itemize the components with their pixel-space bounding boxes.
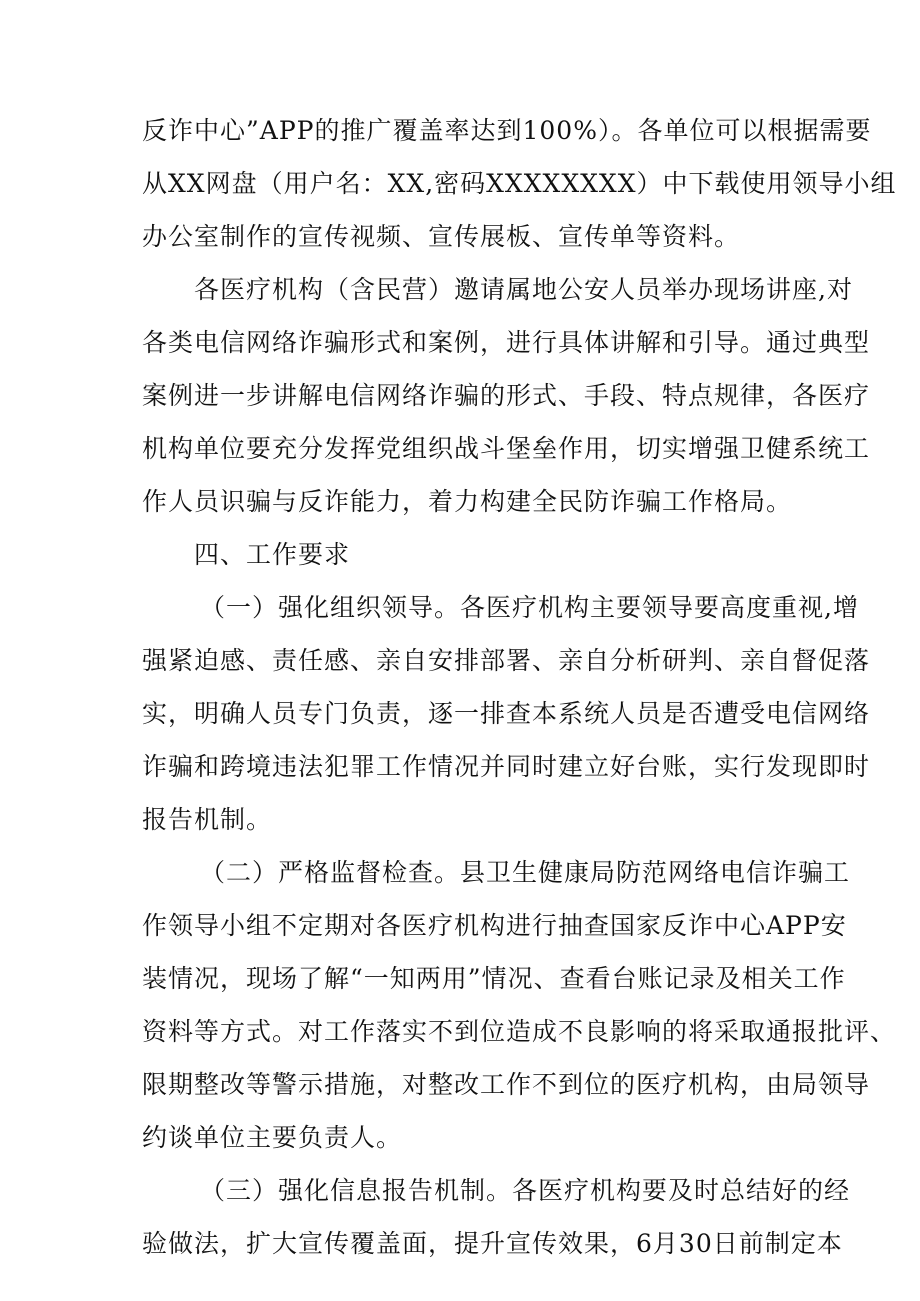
text-line: 验做法，扩大宣传覆盖面，提升宣传效果，6月30日前制定本 [142, 1229, 843, 1258]
text-line: 机构单位要充分发挥党组织战斗堡垒作用，切实增强卫健系统工 [142, 434, 871, 463]
text-line: 报告机制。 [142, 805, 273, 834]
text-line: 办公室制作的宣传视频、宣传展板、宣传单等资料。 [142, 222, 741, 251]
text-line: 案例进一步讲解电信网络诈骗的形式、手段、特点规律，各医疗 [142, 381, 871, 410]
text-line: 从XX网盘（用户名：XX,密码XXXXXXXX）中下载使用领导小组 [142, 169, 897, 198]
text-line: 装情况，现场了解“一知两用”情况、查看台账记录及相关工作 [142, 964, 846, 993]
text-line: 约谈单位主要负责人。 [142, 1123, 403, 1152]
paragraph-start-line: （三）强化信息报告机制。各医疗机构要及时总结好的经 [200, 1176, 851, 1205]
text-line: 各类电信网络诈骗形式和案例，进行具体讲解和引导。通过典型 [142, 328, 871, 357]
text-line: 反诈中心”APP的推广覆盖率达到100%）。各单位可以根据需要 [142, 116, 872, 145]
text-line: 实，明确人员专门负责，逐一排查本系统人员是否遭受电信网络 [142, 699, 871, 728]
text-line: 限期整改等警示措施，对整改工作不到位的医疗机构，由局领导 [142, 1070, 871, 1099]
text-line: 作领导小组不定期对各医疗机构进行抽查国家反诈中心APP安 [142, 911, 847, 940]
text-line: 强紧迫感、责任感、亲自安排部署、亲自分析研判、亲自督促落 [142, 646, 871, 675]
section-heading: 四、工作要求 [194, 540, 351, 569]
text-line: 作人员识骗与反诈能力，着力构建全民防诈骗工作格局。 [142, 487, 793, 516]
document-body [142, 104, 897, 1270]
paragraph-start-line: （一）强化组织领导。各医疗机构主要领导要高度重视,增 [200, 593, 859, 622]
text-line: 诈骗和跨境违法犯罪工作情况并同时建立好台账，实行发现即时 [142, 752, 871, 781]
paragraph-start-line: 各医疗机构（含民营）邀请属地公安人员举办现场讲座,对 [194, 275, 853, 304]
text-line: 资料等方式。对工作落实不到位造成不良影响的将采取通报批评、 [142, 1017, 897, 1046]
paragraph-start-line: （二）严格监督检查。县卫生健康局防范网络电信诈骗工 [200, 858, 851, 887]
